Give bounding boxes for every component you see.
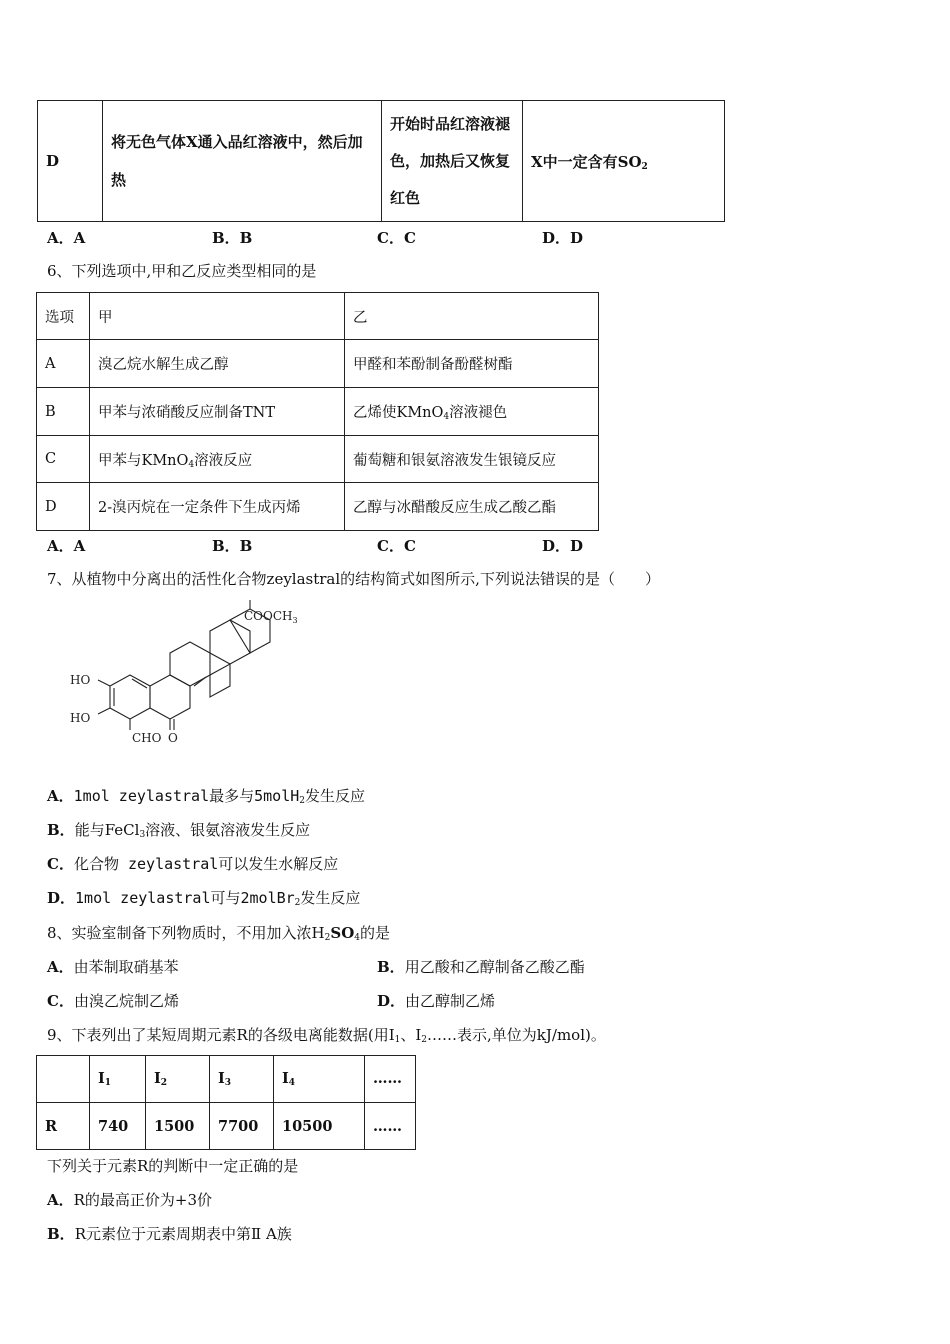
table-row [37,388,599,436]
table-row [38,101,725,222]
q9-option-a-text: R的最高正价为+3价 [73,1191,213,1209]
q9-header-i3: $I_3$ [210,1056,274,1103]
q9-table [36,1055,416,1150]
q9-header-empty [37,1056,90,1103]
q9-header-i1: $I_1$ [90,1056,146,1103]
q6-row-b-option: B [37,388,90,436]
q7-option-b-text-b: 溶液、银氨溶液发生反应 [145,821,311,839]
q5-conclusion-cell [523,101,725,222]
q6-header-option: 选项 [37,293,90,340]
q5-table [37,100,725,222]
q9-option-b-label: B． [47,1225,75,1243]
structure-ester-label: $COOCH_3$ [244,609,298,625]
q9-value-i4: 10500 [274,1103,365,1150]
q7-option-d-label: D． [47,889,76,907]
q7-stem: 7、从植物中分离出的活性化合物zeylastral的结构简式如图所示,下列说法错误的是（ ） [47,570,660,588]
q8-stem-c: 的是 [360,924,391,942]
q9-sub2: 2 [421,1035,428,1045]
q8-option-b-text: 用乙酸和乙醇制备乙酸乙酯 [404,958,585,976]
q5-option: D [46,152,60,170]
q6-row-a-jia: 溴乙烷水解生成乙醇 [90,340,345,388]
q8-sub2: 4 [354,933,361,943]
q9-option-a-label: A． [47,1191,74,1209]
q6-row-d-yi: 乙醇与冰醋酸反应生成乙酸乙酯 [345,483,599,531]
table-row [37,293,599,340]
q6-choice-a: A．A [47,537,86,555]
q9-sub1: 1 [394,1035,401,1045]
q6-row-d-jia: 2-溴丙烷在一定条件下生成丙烯 [90,483,345,531]
q7-option-a-label: A． [47,787,74,805]
q7-option-a [47,785,365,806]
q6-row-a-yi: 甲醛和苯酚制备酚醛树酯 [345,340,599,388]
zeylastral-structure [60,600,330,750]
q9-header-i4: $I_4$ [274,1056,365,1103]
q6-row-c-jia-a: 甲苯与KMnO [98,452,189,469]
q6-choice-c: C．C [377,537,416,555]
q5-phenomenon-cell [382,101,523,222]
q8-option-b-label: B． [377,958,405,976]
table-row [37,436,599,483]
q7-option-b-text: 能与FeCl [74,821,140,839]
q7-option-b-label: B． [47,821,75,839]
q7-option-d-text-b: 发生反应 [300,889,361,907]
q6-row-c-yi: 葡萄糖和银氨溶液发生银镜反应 [345,436,599,483]
q5-choice-a: A．A [47,229,86,247]
q6-row-b-yi-a: 乙烯使KMnO [353,405,444,421]
q6-stem: 6、下列选项中,甲和乙反应类型相同的是 [47,262,317,280]
q7-option-b-sub: 3 [139,830,146,840]
q7-option-c-label: C． [47,855,74,873]
q7-option-b [47,819,310,840]
q8-option-a-label: A． [47,958,74,976]
q6-row-b-yi-sub: 4 [443,412,450,422]
q9-row-label: R [37,1103,90,1150]
q8-stem [47,922,390,943]
q9-option-b [47,1223,292,1244]
q5-conclusion: X中一定含有SO [531,152,642,171]
q5-operation-cell [103,101,382,222]
q7-option-c-text: 化合物 zeylastral可以发生水解反应 [73,855,339,873]
q8-option-a-text: 由苯制取硝基苯 [73,958,179,976]
q8-option-d-label: D． [377,992,406,1010]
q8-option-c-text: 由溴乙烷制乙烯 [73,992,179,1010]
q7-option-d-text: 1mol zeylastral可与2molBr [75,889,295,907]
table-row [37,340,599,388]
q6-table [36,292,599,531]
q9-stem-b: 、I [400,1026,422,1044]
q6-row-c-option: C [37,436,90,483]
q9-value-more: …… [365,1103,416,1150]
structure-ho2-label: HO [70,711,91,725]
q8-option-b [377,956,585,977]
q6-row-c-jia-sub: 4 [188,459,195,470]
q6-header-jia: 甲 [90,293,345,340]
q9-stem [47,1024,606,1045]
q8-stem-b: SO [330,924,355,942]
q9-option-b-text: R元素位于元素周期表中第Ⅱ A族 [74,1225,292,1243]
q8-option-d [377,990,495,1011]
q6-row-b-yi [345,388,599,436]
q8-stem-a: 8、实验室制备下列物质时，不用加入浓H [47,924,325,942]
table-row [37,483,599,531]
q9-value-i3: 7700 [210,1103,274,1150]
q6-row-a-option: A [37,340,90,388]
q7-option-d [47,887,360,908]
table-row [37,1056,416,1103]
q9-stem-c: ……表示,单位为kJ/mol)。 [427,1026,606,1044]
q6-header-yi: 乙 [345,293,599,340]
q6-choice-b: B．B [212,537,253,555]
structure-cho-label: CHO [132,731,162,745]
q7-option-a-text: 1mol zeylastral最多与5molH [73,787,300,805]
q7-option-c [47,853,338,874]
q6-row-d-option: D [37,483,90,531]
table-row [37,1103,416,1150]
q8-sub1: 2 [324,933,331,943]
q5-conclusion-sub: 2 [641,161,648,172]
q6-row-c-jia [90,436,345,483]
q5-choice-d: D．D [542,229,584,247]
q9-header-more: …… [365,1056,416,1103]
q5-choice-b: B．B [212,229,253,247]
q9-value-i1: 740 [90,1103,146,1150]
q6-choice-d: D．D [542,537,584,555]
structure-ho1-label: HO [70,673,91,687]
q6-row-c-jia-b: 溶液反应 [194,452,253,469]
q6-row-b-yi-b: 溶液褪色 [449,405,508,421]
structure-o-label: O [168,731,178,745]
q6-row-b-jia: 甲苯与浓硝酸反应制备TNT [90,388,345,436]
q7-option-d-sub: 2 [294,898,301,908]
q5-operation: 将无色气体X通入品红溶液中，然后加热 [111,133,363,189]
q7-option-a-sub: 2 [299,796,305,806]
q8-option-c-label: C． [47,992,74,1010]
q5-choice-c: C．C [377,229,416,247]
q9-option-a [47,1189,212,1210]
q9-value-i2: 1500 [146,1103,210,1150]
q9-header-i2: $I_2$ [146,1056,210,1103]
q9-stem-a: 9、下表列出了某短周期元素R的各级电离能数据(用I [47,1026,395,1044]
q7-option-a-text-b: 发生反应 [305,787,366,805]
q8-option-c [47,990,179,1011]
q5-option-cell [38,101,103,222]
q8-option-a [47,956,179,977]
q5-phenomenon: 开始时品红溶液褪色，加热后又恢复红色 [390,114,511,207]
q8-option-d-text: 由乙醇制乙烯 [405,992,496,1010]
q9-question: 下列关于元素R的判断中一定正确的是 [47,1157,299,1175]
